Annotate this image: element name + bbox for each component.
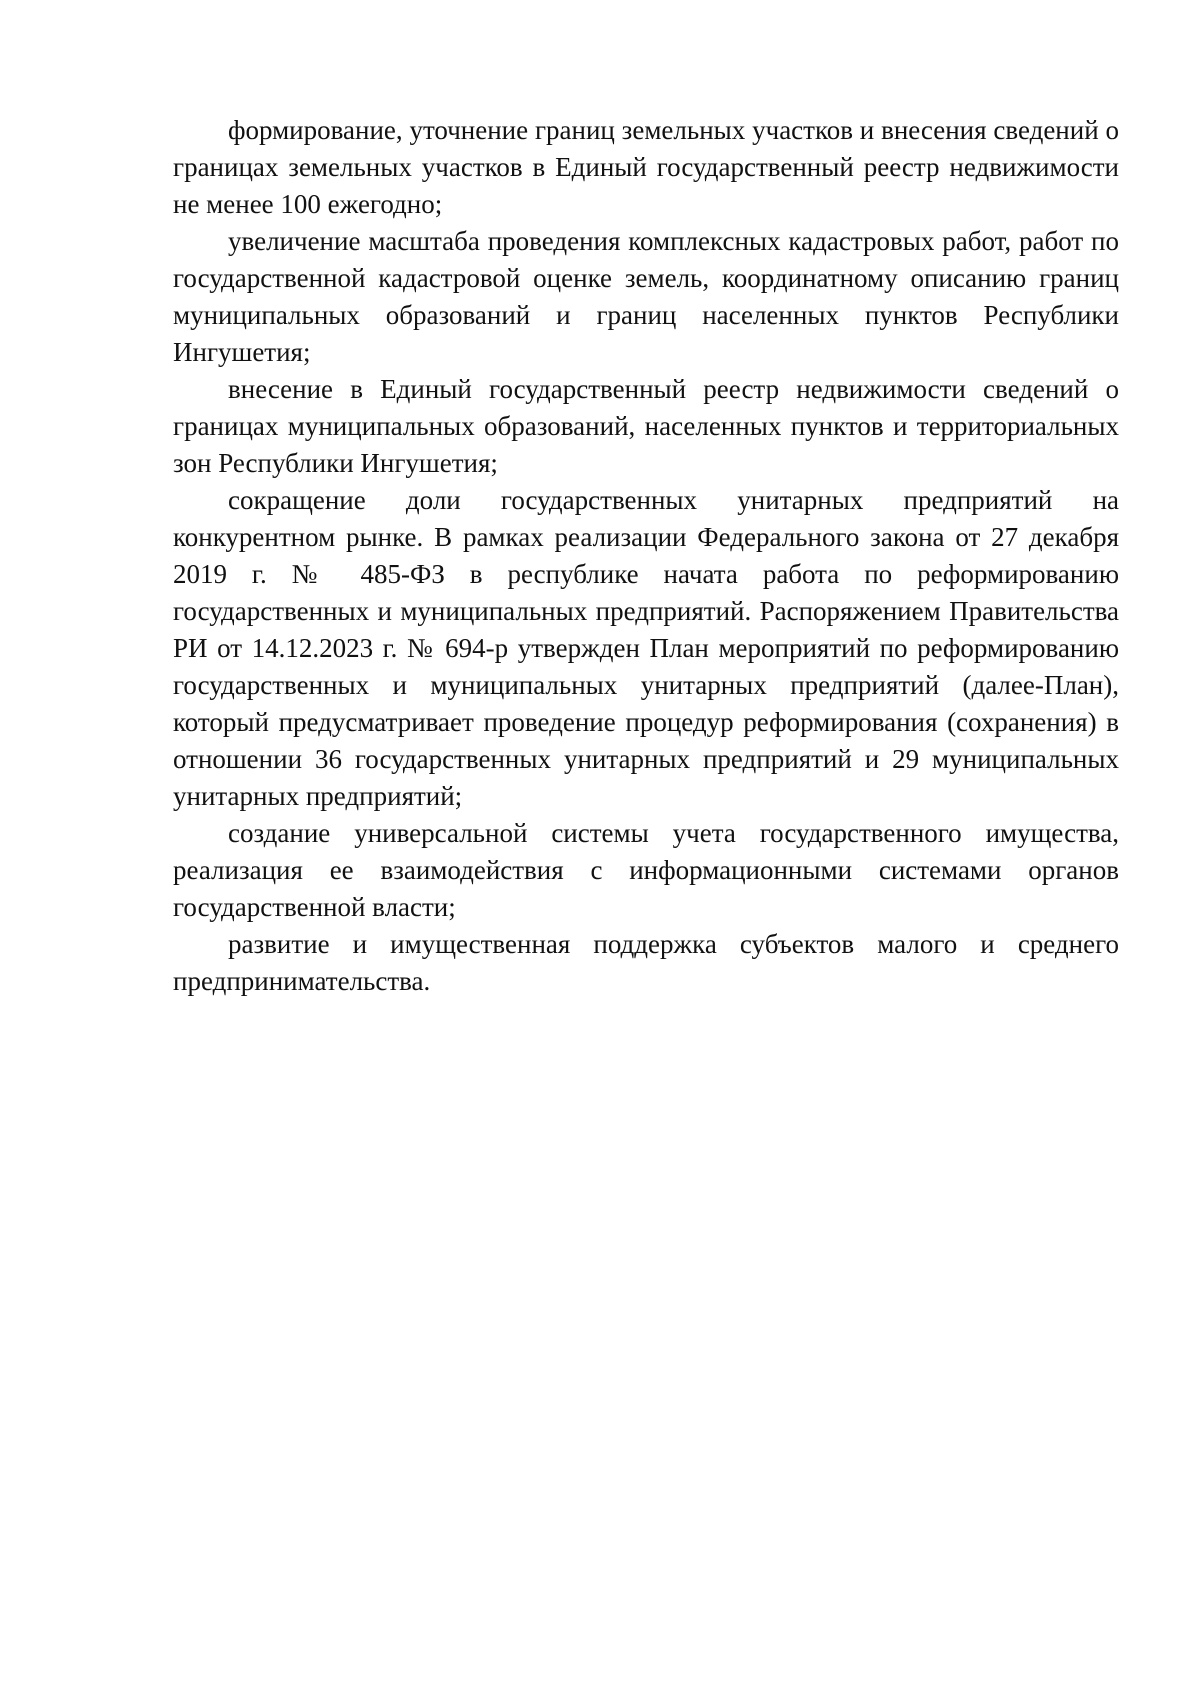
paragraph-registry-entry: внесение в Единый государственный реестр недвижимости сведений о границах муниципальных образований, населенных пунктов и территориальных зон Республики Ингушетия; xyxy=(173,374,1119,478)
paragraph-business-support: развитие и имущественная поддержка субъектов малого и среднего предпринимательства. xyxy=(173,929,1119,996)
paragraph-unitary-enterprises: сокращение доли государственных унитарных предприятий на конкурентном рынке. В рамках реализации Федерального закона от 27 декабря 2019 г. № 485-ФЗ в республике начата работа по реформированию государственных и муниципальных предприятий. Распоряжением Правительства РИ от 14.12.2023 г. № 694-р утвержден План мероприятий по реформированию государственных и муниципальных унитарных предприятий (далее-План), который предусматривает проведение процедур реформирования (сохранения) в отношении 36 государственных унитарных предприятий и 29 муниципальных унитарных предприятий; xyxy=(173,485,1119,811)
paragraph-land-boundaries: формирование, уточнение границ земельных участков и внесения сведений о границах земельных участков в Единый государственный реестр недвижимости не менее 100 ежегодно; xyxy=(173,115,1119,219)
paragraph-cadastral-works: увеличение масштаба проведения комплексных кадастровых работ, работ по государственной кадастровой оценке земель, координатному описанию границ муниципальных образований и границ населенных пунктов Республики Ингушетия; xyxy=(173,226,1119,367)
document-body xyxy=(173,112,1119,1000)
paragraph-property-accounting: создание универсальной системы учета государственного имущества, реализация ее взаимодействия с информационными системами органов государственной власти; xyxy=(173,818,1119,922)
